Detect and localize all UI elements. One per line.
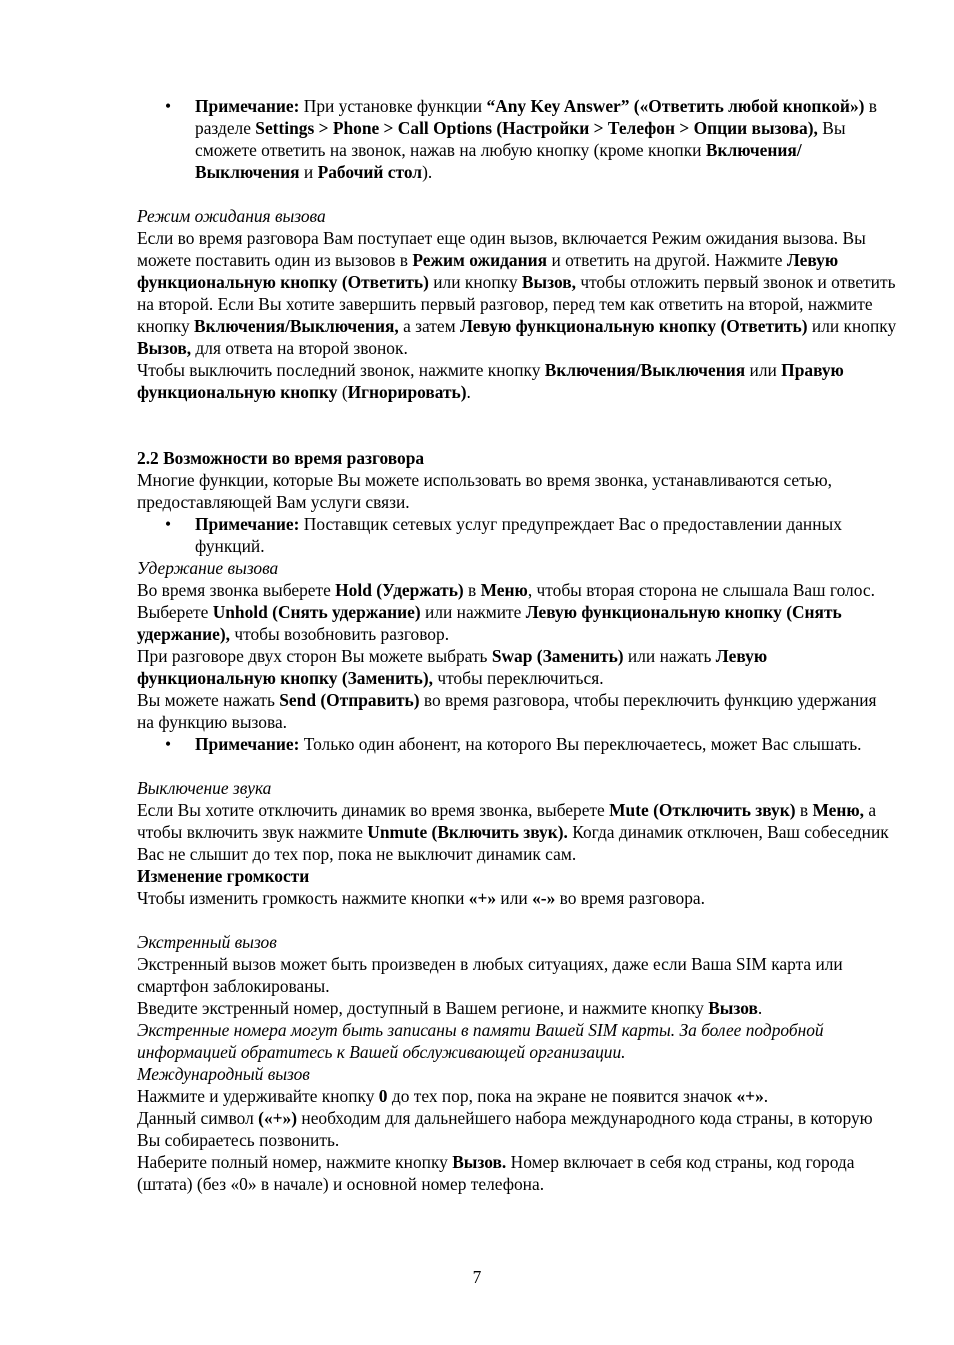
bold-run: Игнорировать)	[347, 382, 467, 402]
bold-run: Вызов,	[137, 338, 192, 358]
bold-run: Левую функциональную кнопку (Заменить),	[137, 646, 768, 688]
note-one-subscriber	[137, 733, 897, 755]
bullet-icon: •	[165, 96, 172, 116]
bold-run: Примечание:	[195, 734, 300, 754]
bullet-icon: •	[165, 734, 172, 754]
call-waiting-title: Режим ожидания вызова	[137, 206, 326, 226]
spacer	[137, 755, 897, 777]
bold-run: Включения/Выключения	[544, 360, 746, 380]
bold-run: Примечание:	[195, 514, 300, 534]
page-content	[137, 95, 897, 1195]
mute-title: Выключение звука	[137, 778, 272, 798]
note-any-key-answer	[137, 95, 897, 183]
bold-run: Левую функциональную кнопку (Ответить)	[459, 316, 808, 336]
call-waiting-paragraph: Если во время разговора Вам поступает еще один вызов, включается Режим ожидания вызова. Вы можете поставить один из вызовов в Режим ожидания и ответить на другой. Нажмите Левую функциональную кнопку (Ответить) или кнопку Вызов, чтобы отложить первый звонок и ответить на второй. Если Вы хотите завершить первый разговор, перед тем как ответить на второй, нажмите кнопку Включения/Выключения, а затем Левую функциональную кнопку (Ответить) или кнопку Вызов, для ответа на второй звонок.	[137, 228, 897, 358]
bullet-icon: •	[165, 514, 172, 534]
hold-paragraph-3: Вы можете нажать Send (Отправить) во время разговора, чтобы переключить функцию удержания на функцию вызова.	[137, 690, 877, 732]
bold-run: Примечание:	[195, 96, 300, 116]
spacer	[137, 909, 897, 931]
section-intro: Многие функции, которые Вы можете использовать во время звонка, устанавливаются сетью, предоставляющей Вам услуги связи.	[137, 470, 832, 512]
international-paragraph-2: Данный символ («+») необходим для дальнейшего набора международного кода страны, в которую Вы собираетесь позвонить.	[137, 1108, 873, 1150]
bold-run: Вызов.	[452, 1152, 507, 1172]
emergency-title: Экстренный вызов	[137, 932, 277, 952]
bold-run: Settings > Phone > Call Options (Настройки > Телефон > Опции вызова),	[255, 118, 818, 138]
bold-run: “Any Key Answer” («Ответить любой кнопкой»)	[486, 96, 865, 116]
international-title: Международный вызов	[137, 1064, 310, 1084]
volume-heading: Изменение громкости	[137, 866, 310, 886]
bold-run: «+»	[736, 1086, 764, 1106]
emergency-paragraph-1: Экстренный вызов может быть произведен в любых ситуациях, даже если Ваша SIM карта или смартфон заблокированы.	[137, 954, 843, 996]
spacer	[137, 403, 897, 447]
spacer	[137, 183, 897, 205]
bold-run: Рабочий стол	[317, 162, 423, 182]
bold-run: Меню,	[812, 800, 865, 820]
bold-run: Send (Отправить)	[279, 690, 420, 710]
bold-run: Левую функциональную кнопку (Снять удержание),	[137, 602, 842, 644]
bold-run: («+»)	[258, 1108, 298, 1128]
note-network-provider	[137, 513, 897, 557]
bold-run: Hold (Удержать)	[335, 580, 464, 600]
note-text: Примечание: Поставщик сетевых услуг предупреждает Вас о предоставлении данных функций.	[195, 514, 842, 556]
section-heading: 2.2 Возможности во время разговора	[137, 448, 425, 468]
emergency-paragraph-2: Введите экстренный номер, доступный в Вашем регионе, и нажмите кнопку Вызов.	[137, 998, 763, 1018]
bold-run: Левую функциональную кнопку (Ответить)	[137, 250, 839, 292]
bold-run: Включения/Выключения	[195, 140, 802, 182]
bold-run: Swap (Заменить)	[491, 646, 624, 666]
page-number: 7	[472, 1267, 482, 1287]
international-paragraph-1: Нажмите и удерживайте кнопку 0 до тех пор, пока на экране не появится значок «+».	[137, 1086, 769, 1106]
bold-run: «+»	[468, 888, 497, 908]
hold-title: Удержание вызова	[137, 558, 279, 578]
emergency-note: Экстренные номера могут быть записаны в памяти Вашей SIM карты. За более подробной информацией обратитесь к Вашей обслуживающей организации.	[137, 1020, 824, 1062]
bold-run: Режим ожидания	[412, 250, 548, 270]
mute-paragraph: Если Вы хотите отключить динамик во время звонка, выберете Mute (Отключить звук) в Меню, а чтобы включить звук нажмите Unmute (Включить звук). Когда динамик отключен, Ваш собеседник Вас не слышит до тех пор, пока не выключит динамик сам.	[137, 800, 889, 864]
bold-run: Mute (Отключить звук)	[609, 800, 796, 820]
bold-run: Вызов	[708, 998, 758, 1018]
bold-run: «-»	[532, 888, 556, 908]
volume-paragraph: Чтобы изменить громкость нажмите кнопки «+» или «-» во время разговора.	[137, 888, 705, 908]
note-text: Примечание: При установке функции “Any Key Answer” («Ответить любой кнопкой») в разделе Settings > Phone > Call Options (Настройки > Телефон > Опции вызова), Вы сможете ответить на звонок, нажав на любую кнопку (кроме кнопки Включения/Выключения и Рабочий стол).	[195, 96, 878, 182]
bold-run: Правую функциональную кнопку	[137, 360, 844, 402]
bold-run: Включения/Выключения,	[194, 316, 399, 336]
bold-run: Вызов,	[521, 272, 576, 292]
international-paragraph-3: Наберите полный номер, нажмите кнопку Вызов. Номер включает в себя код страны, код города (штата) (без «0» в начале) и основной номер телефона.	[137, 1152, 855, 1194]
note-text: Примечание: Только один абонент, на которого Вы переключаетесь, может Вас слышать.	[195, 734, 862, 754]
bold-run: Unhold (Снять удержание)	[212, 602, 421, 622]
bold-run: Меню	[480, 580, 528, 600]
bold-run: Unmute (Включить звук).	[367, 822, 568, 842]
call-waiting-end-paragraph: Чтобы выключить последний звонок, нажмите кнопку Включения/Выключения или Правую функциональную кнопку (Игнорировать).	[137, 360, 844, 402]
bold-run: 0	[378, 1086, 388, 1106]
hold-paragraph-1: Во время звонка выберете Hold (Удержать) в Меню, чтобы вторая сторона не слышала Ваш голос. Выберете Unhold (Снять удержание) или нажмите Левую функциональную кнопку (Снять удержание), чтобы возобновить разговор.	[137, 580, 875, 644]
hold-paragraph-2: При разговоре двух сторон Вы можете выбрать Swap (Заменить) или нажать Левую функциональную кнопку (Заменить), чтобы переключиться.	[137, 646, 768, 688]
